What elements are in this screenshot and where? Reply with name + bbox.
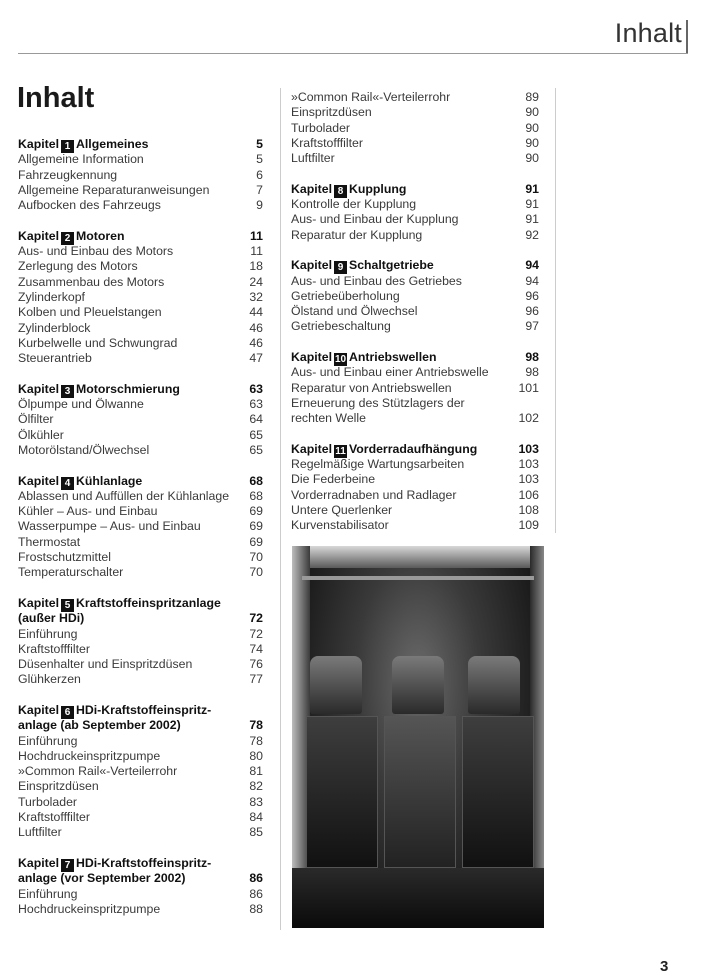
entry-title: Reparatur der Kupplung bbox=[291, 227, 423, 242]
entry-title: Motorölstand/Ölwechsel bbox=[18, 442, 150, 457]
page-ref: 85 bbox=[249, 825, 263, 840]
chapter-number-badge: 2 bbox=[61, 232, 74, 245]
page-ref: 82 bbox=[249, 779, 263, 794]
toc-entry[interactable] bbox=[291, 411, 539, 426]
column-divider bbox=[555, 88, 556, 533]
entry-title: Wasserpumpe – Aus- und Einbau bbox=[18, 519, 201, 534]
page-ref: 76 bbox=[249, 657, 263, 672]
entry-title: Düsenhalter und Einspritzdüsen bbox=[18, 657, 193, 672]
chapter-title: HDi-Kraftstoffeinspritz- bbox=[76, 702, 212, 717]
spacer bbox=[18, 581, 263, 596]
toc-entry[interactable] bbox=[18, 321, 263, 336]
chapter-number-badge: 1 bbox=[61, 140, 74, 153]
page-ref: 86 bbox=[249, 886, 263, 901]
entry-title: Erneuerung des Stützlagers der bbox=[291, 395, 465, 410]
chapter-heading[interactable] bbox=[291, 442, 539, 457]
page-ref: 72 bbox=[249, 611, 263, 626]
toc-entry[interactable] bbox=[18, 887, 263, 902]
entry-title bbox=[18, 856, 211, 871]
toc-entry[interactable] bbox=[18, 259, 263, 274]
toc-entry[interactable] bbox=[291, 228, 539, 243]
chapter-title: Vorderradaufhängung bbox=[349, 441, 478, 456]
page-ref: 44 bbox=[249, 305, 263, 320]
toc-entry[interactable] bbox=[18, 275, 263, 290]
entry-title bbox=[18, 229, 125, 244]
page-ref: 90 bbox=[525, 105, 539, 120]
entry-title: (außer HDi) bbox=[18, 611, 85, 626]
toc-entry[interactable] bbox=[291, 396, 539, 411]
page-ref: 68 bbox=[249, 473, 263, 488]
toc-entry[interactable] bbox=[18, 489, 263, 504]
page-ref: 94 bbox=[525, 258, 539, 273]
toc-entry[interactable] bbox=[291, 319, 539, 334]
page-ref: 32 bbox=[249, 289, 263, 304]
toc-entry[interactable] bbox=[18, 443, 263, 458]
header-rule bbox=[18, 53, 688, 54]
page-ref: 70 bbox=[249, 550, 263, 565]
entry-title: Vorderradnaben und Radlager bbox=[291, 487, 457, 502]
page-ref: 64 bbox=[249, 412, 263, 427]
entry-title: Einführung bbox=[18, 733, 78, 748]
page-ref: 98 bbox=[525, 350, 539, 365]
entry-title bbox=[18, 137, 148, 152]
page-ref: 68 bbox=[249, 488, 263, 503]
entry-title: Turbolader bbox=[18, 794, 78, 809]
entry-title: Einspritzdüsen bbox=[291, 105, 372, 120]
toc-entry[interactable] bbox=[18, 168, 263, 183]
entry-title: rechten Welle bbox=[291, 411, 366, 426]
toc-entry[interactable] bbox=[18, 244, 263, 259]
toc-entry[interactable] bbox=[291, 151, 539, 166]
toc-entry[interactable] bbox=[18, 810, 263, 825]
page-ref: 9 bbox=[256, 198, 263, 213]
page-ref: 77 bbox=[249, 672, 263, 687]
entry-title: Aus- und Einbau einer Antriebswelle bbox=[291, 365, 489, 380]
page-ref: 103 bbox=[518, 441, 539, 456]
spacer bbox=[18, 213, 263, 228]
page-ref: 6 bbox=[256, 167, 263, 182]
toc-entry[interactable] bbox=[291, 121, 539, 136]
entry-title: Luftfilter bbox=[291, 151, 335, 166]
chapter-heading[interactable] bbox=[18, 137, 263, 152]
chapter-word: Kapitel bbox=[18, 137, 59, 151]
spacer bbox=[18, 366, 263, 381]
toc-entry[interactable] bbox=[18, 504, 263, 519]
page-ref: 101 bbox=[518, 380, 539, 395]
chapter-number-badge: 11 bbox=[335, 445, 346, 457]
chapter-heading[interactable] bbox=[291, 258, 539, 273]
chapter-word: Kapitel bbox=[291, 441, 332, 456]
page-ref: 88 bbox=[249, 901, 263, 916]
toc-entry[interactable] bbox=[291, 90, 539, 105]
toc-entry[interactable] bbox=[18, 428, 263, 443]
toc-entry[interactable] bbox=[18, 535, 263, 550]
spacer bbox=[291, 243, 539, 258]
page-ref: 108 bbox=[518, 503, 539, 518]
page-ref: 103 bbox=[518, 457, 539, 472]
page-ref: 90 bbox=[525, 151, 539, 166]
toc-entry[interactable] bbox=[18, 397, 263, 412]
toc-entry[interactable] bbox=[291, 365, 539, 380]
chapter-number-badge: 7 bbox=[61, 859, 74, 872]
toc-entry[interactable] bbox=[291, 503, 539, 518]
page-ref: 83 bbox=[249, 794, 263, 809]
page-ref: 103 bbox=[518, 472, 539, 487]
entry-title: Ölkühler bbox=[18, 427, 64, 442]
entry-title: Aus- und Einbau des Motors bbox=[18, 244, 174, 259]
entry-title: Reparatur von Antriebswellen bbox=[291, 380, 452, 395]
page-ref: 90 bbox=[525, 120, 539, 135]
chapter-heading[interactable] bbox=[18, 871, 263, 886]
spacer bbox=[18, 458, 263, 473]
entry-title: Zusammenbau des Motors bbox=[18, 274, 165, 289]
spacer bbox=[291, 166, 539, 181]
toc-entry[interactable] bbox=[18, 764, 263, 779]
entry-title: Kraftstofffilter bbox=[18, 810, 90, 825]
page-ref: 91 bbox=[525, 197, 539, 212]
page-ref: 18 bbox=[249, 259, 263, 274]
entry-title bbox=[18, 382, 180, 397]
toc-entry[interactable] bbox=[18, 550, 263, 565]
entry-title: Getriebeschaltung bbox=[291, 319, 391, 334]
toc-entry[interactable] bbox=[18, 642, 263, 657]
toc-entry[interactable] bbox=[291, 381, 539, 396]
chapter-heading[interactable] bbox=[18, 474, 263, 489]
toc-entry[interactable] bbox=[291, 472, 539, 487]
entry-title: Ölpumpe und Ölwanne bbox=[18, 397, 144, 412]
page-ref: 106 bbox=[518, 487, 539, 502]
chapter-heading[interactable] bbox=[291, 350, 539, 365]
page-ref: 89 bbox=[525, 90, 539, 104]
entry-title: Ablassen und Auffüllen der Kühlanlage bbox=[18, 488, 230, 503]
toc-entry[interactable] bbox=[291, 136, 539, 151]
toc-entry[interactable] bbox=[291, 289, 539, 304]
running-header-title: Inhalt bbox=[614, 18, 682, 48]
chapter-word: Kapitel bbox=[18, 473, 59, 488]
page-ref: 24 bbox=[249, 274, 263, 289]
page-ref: 96 bbox=[525, 304, 539, 319]
entry-title: Aus- und Einbau des Getriebes bbox=[291, 273, 462, 288]
page-ref: 65 bbox=[249, 442, 263, 457]
toc-entry[interactable] bbox=[291, 457, 539, 472]
entry-title: anlage (ab September 2002) bbox=[18, 718, 181, 733]
column-divider bbox=[280, 88, 281, 930]
page-ref: 5 bbox=[256, 152, 263, 167]
entry-title: Kraftstofffilter bbox=[291, 135, 363, 150]
toc-entry[interactable] bbox=[18, 336, 263, 351]
page-ref: 46 bbox=[249, 335, 263, 350]
chapter-title: Kraftstoffeinspritzanlage bbox=[76, 595, 221, 610]
page-ref: 70 bbox=[249, 565, 263, 580]
entry-title: Kurbelwelle und Schwungrad bbox=[18, 335, 178, 350]
entry-title: Frostschutzmittel bbox=[18, 550, 111, 565]
entry-title: Allgemeine Information bbox=[18, 152, 144, 167]
toc-entry[interactable] bbox=[18, 902, 263, 917]
chapter-heading[interactable] bbox=[18, 382, 263, 397]
entry-title: Getriebeüberholung bbox=[291, 288, 400, 303]
page-ref: 90 bbox=[525, 135, 539, 150]
page-ref: 86 bbox=[249, 871, 263, 886]
entry-title: Zylinderkopf bbox=[18, 289, 85, 304]
toc-entry[interactable] bbox=[291, 518, 539, 533]
entry-title: Kolben und Pleuelstangen bbox=[18, 305, 162, 320]
page-ref: 46 bbox=[249, 320, 263, 335]
spacer bbox=[18, 841, 263, 856]
spacer bbox=[18, 688, 263, 703]
entry-title bbox=[291, 182, 406, 197]
chapter-number-badge: 9 bbox=[334, 261, 347, 274]
page-ref: 11 bbox=[250, 244, 263, 259]
entry-title: Zerlegung des Motors bbox=[18, 259, 138, 274]
entry-title bbox=[18, 596, 221, 611]
chapter-title: Kupplung bbox=[349, 181, 407, 196]
car-interior-photo bbox=[292, 546, 544, 928]
entry-title bbox=[291, 350, 436, 365]
entry-title: Hochdruckeinspritzpumpe bbox=[18, 748, 161, 763]
chapter-word: Kapitel bbox=[291, 258, 332, 273]
chapter-word: Kapitel bbox=[291, 181, 332, 196]
entry-title: Hochdruckeinspritzpumpe bbox=[18, 901, 161, 916]
entry-title bbox=[291, 258, 434, 273]
toc-entry[interactable] bbox=[18, 795, 263, 810]
toc-entry[interactable] bbox=[18, 183, 263, 198]
toc-column-left bbox=[18, 137, 263, 917]
chapter-heading[interactable] bbox=[18, 596, 263, 611]
page-ref: 69 bbox=[249, 504, 263, 519]
toc-entry[interactable] bbox=[18, 305, 263, 320]
chapter-title: Motorschmierung bbox=[76, 381, 180, 396]
entry-title bbox=[291, 442, 477, 457]
page-ref: 78 bbox=[249, 718, 263, 733]
entry-title bbox=[18, 703, 211, 718]
toc-entry[interactable] bbox=[291, 212, 539, 227]
entry-title: Luftfilter bbox=[18, 825, 62, 840]
page-ref: 5 bbox=[256, 137, 263, 151]
entry-title: Glühkerzen bbox=[18, 672, 81, 687]
page-ref: 11 bbox=[250, 228, 263, 243]
chapter-word: Kapitel bbox=[18, 228, 59, 243]
toc-entry[interactable] bbox=[18, 412, 263, 427]
page-ref: 97 bbox=[525, 319, 539, 334]
toc-entry[interactable] bbox=[291, 304, 539, 319]
entry-title: Ölfilter bbox=[18, 412, 54, 427]
page-ref: 81 bbox=[249, 764, 263, 779]
entry-title: Fahrzeugkennung bbox=[18, 167, 118, 182]
entry-title: Untere Querlenker bbox=[291, 503, 393, 518]
entry-title: Einspritzdüsen bbox=[18, 779, 99, 794]
page-ref: 80 bbox=[249, 748, 263, 763]
entry-title: Steuerantrieb bbox=[18, 351, 92, 366]
header-bar bbox=[686, 20, 688, 54]
chapter-number-badge: 4 bbox=[61, 477, 74, 490]
chapter-title: Allgemeines bbox=[76, 137, 149, 151]
page-ref: 63 bbox=[249, 381, 263, 396]
chapter-number-badge: 5 bbox=[61, 599, 74, 612]
toc-entry[interactable] bbox=[18, 198, 263, 213]
toc-entry[interactable] bbox=[18, 657, 263, 672]
chapter-number-badge: 3 bbox=[61, 385, 74, 398]
toc-entry[interactable] bbox=[18, 734, 263, 749]
entry-title: Turbolader bbox=[291, 120, 351, 135]
toc-entry[interactable] bbox=[18, 627, 263, 642]
chapter-number-badge: 6 bbox=[61, 706, 74, 719]
entry-title: »Common Rail«-Verteilerrohr bbox=[291, 90, 451, 104]
page-ref: 69 bbox=[249, 519, 263, 534]
chapter-word: Kapitel bbox=[18, 702, 59, 717]
spacer bbox=[291, 335, 539, 350]
entry-title: Ölstand und Ölwechsel bbox=[291, 304, 418, 319]
toc-entry[interactable] bbox=[18, 672, 263, 687]
page-ref: 109 bbox=[518, 518, 539, 533]
entry-title: Aufbocken des Fahrzeugs bbox=[18, 198, 161, 213]
chapter-heading[interactable] bbox=[18, 611, 263, 626]
chapter-title: HDi-Kraftstoffeinspritz- bbox=[76, 855, 212, 870]
toc-entry[interactable] bbox=[18, 290, 263, 305]
toc-entry[interactable] bbox=[18, 825, 263, 840]
toc-entry[interactable] bbox=[291, 274, 539, 289]
page-ref: 102 bbox=[518, 411, 539, 426]
toc-entry[interactable] bbox=[18, 519, 263, 534]
chapter-heading[interactable] bbox=[18, 703, 263, 718]
entry-title: anlage (vor September 2002) bbox=[18, 871, 186, 886]
chapter-heading[interactable] bbox=[18, 229, 263, 244]
chapter-number-badge: 8 bbox=[334, 185, 347, 198]
entry-title bbox=[18, 474, 142, 489]
page-ref: 96 bbox=[525, 288, 539, 303]
chapter-heading[interactable] bbox=[291, 182, 539, 197]
toc-entry[interactable] bbox=[291, 197, 539, 212]
spacer bbox=[291, 427, 539, 442]
page-ref: 94 bbox=[525, 273, 539, 288]
entry-title: »Common Rail«-Verteilerrohr bbox=[18, 764, 178, 779]
toc-entry[interactable] bbox=[291, 105, 539, 120]
toc-entry[interactable] bbox=[18, 351, 263, 366]
entry-title: Kraftstofffilter bbox=[18, 641, 90, 656]
page-number: 3 bbox=[660, 958, 669, 975]
chapter-word: Kapitel bbox=[18, 595, 59, 610]
page-ref: 92 bbox=[525, 227, 539, 242]
toc-entry[interactable] bbox=[18, 152, 263, 167]
entry-title: Aus- und Einbau der Kupplung bbox=[291, 212, 459, 227]
page-ref: 63 bbox=[249, 397, 263, 412]
entry-title: Die Federbeine bbox=[291, 472, 376, 487]
entry-title: Einführung bbox=[18, 626, 78, 641]
entry-title: Kurvenstabilisator bbox=[291, 518, 389, 533]
entry-title: Kühler – Aus- und Einbau bbox=[18, 504, 158, 519]
page-ref: 72 bbox=[249, 626, 263, 641]
page-ref: 84 bbox=[249, 810, 263, 825]
chapter-title: Motoren bbox=[76, 228, 125, 243]
chapter-heading[interactable] bbox=[18, 718, 263, 733]
entry-title: Allgemeine Reparaturanweisungen bbox=[18, 182, 210, 197]
page-ref: 91 bbox=[525, 181, 539, 196]
entry-title: Temperaturschalter bbox=[18, 565, 124, 580]
page-ref: 7 bbox=[256, 182, 263, 197]
entry-title: Einführung bbox=[18, 886, 78, 901]
entry-title: Kontrolle der Kupplung bbox=[291, 197, 417, 212]
page-ref: 98 bbox=[525, 365, 539, 380]
toc-entry[interactable] bbox=[18, 749, 263, 764]
toc-entry[interactable] bbox=[291, 488, 539, 503]
entry-title: Thermostat bbox=[18, 534, 81, 549]
page-title: Inhalt bbox=[17, 82, 95, 114]
entry-title: Regelmäßige Wartungsarbeiten bbox=[291, 457, 465, 472]
page-ref: 91 bbox=[525, 212, 539, 227]
chapter-title: Antriebswellen bbox=[349, 350, 437, 365]
toc-entry[interactable] bbox=[18, 779, 263, 794]
chapter-title: Kühlanlage bbox=[76, 473, 143, 488]
page-ref: 78 bbox=[249, 733, 263, 748]
chapter-heading[interactable] bbox=[18, 856, 263, 871]
toc-entry[interactable] bbox=[18, 565, 263, 580]
page-ref: 69 bbox=[249, 534, 263, 549]
chapter-word: Kapitel bbox=[18, 855, 59, 870]
chapter-title: Schaltgetriebe bbox=[349, 258, 434, 273]
toc-column-right bbox=[291, 90, 539, 534]
chapter-word: Kapitel bbox=[18, 381, 59, 396]
chapter-word: Kapitel bbox=[291, 350, 332, 365]
page-ref: 65 bbox=[249, 427, 263, 442]
page-ref: 47 bbox=[249, 351, 263, 366]
page-ref: 74 bbox=[249, 641, 263, 656]
entry-title: Zylinderblock bbox=[18, 320, 91, 335]
chapter-number-badge: 10 bbox=[334, 354, 347, 366]
